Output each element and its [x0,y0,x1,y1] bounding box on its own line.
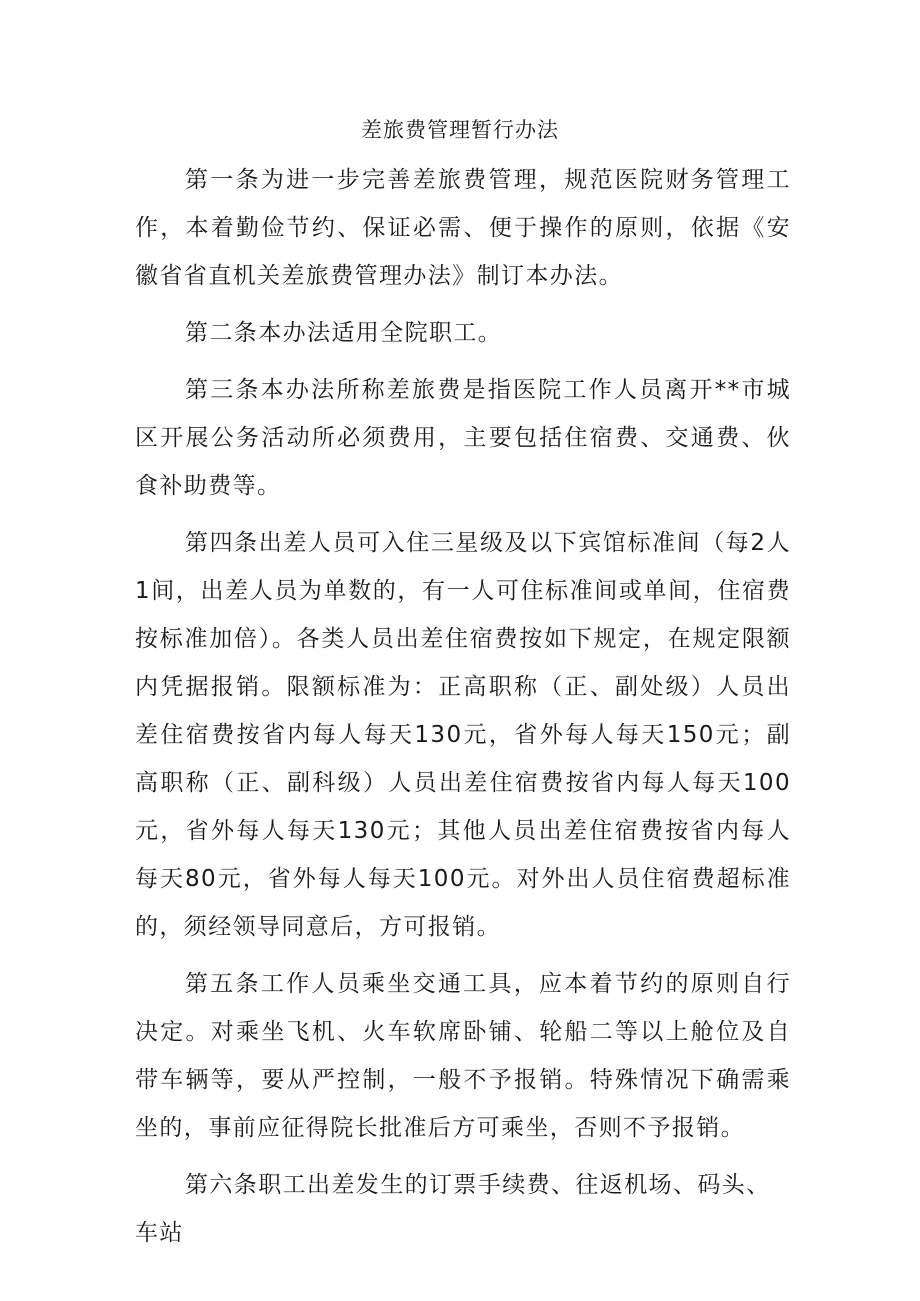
document-title: 差旅费管理暂行办法 [361,118,559,142]
article-1: 第一条为进一步完善差旅费管理，规范医院财务管理工作，本着勤俭节约、保证必需、便于操作的原则，依据《安徽省省直机关差旅费管理办法》制订本办法。 [135,167,791,289]
article-6-continuation: 车站 [135,1220,184,1246]
article-6: 第六条职工出差发生的订票手续费、往返机场、码头、 [185,1172,771,1198]
article-5: 第五条工作人员乘坐交通工具，应本着节约的原则自行决定。对乘坐飞机、火车软席卧铺、轮船二等以上舱位及自带车辆等，要从严控制，一般不予报销。特殊情况下确需乘坐的，事前应征得院长批准后方可乘坐，否则不予报销。 [135,971,791,1141]
document-body [135,156,791,1257]
article-2: 第二条本办法适用全院职工。 [185,320,503,346]
article-3: 第三条本办法所称差旅费是指医院工作人员离开**市城区开展公务活动所必须费用，主要包括住宿费、交通费、伙食补助费等。 [135,377,791,499]
article-4: 第四条出差人员可入住三星级及以下宾馆标准间（每2人1间，出差人员为单数的，有一人可住标准间或单间，住宿费按标准加倍）。各类人员出差住宿费按如下规定，在规定限额内凭据报销。限额标准为：正高职称（正、副处级）人员出差住宿费按省内每人每天130元，省外每人每天150元；副高职称（正、副科级）人员出差住宿费按省内每人每天100元，省外每人每天130元；其他人员出差住宿费按省内每人每天80元，省外每人每天100元。对外出人员住宿费超标准的，须经领导同意后，方可报销。 [135,530,791,940]
